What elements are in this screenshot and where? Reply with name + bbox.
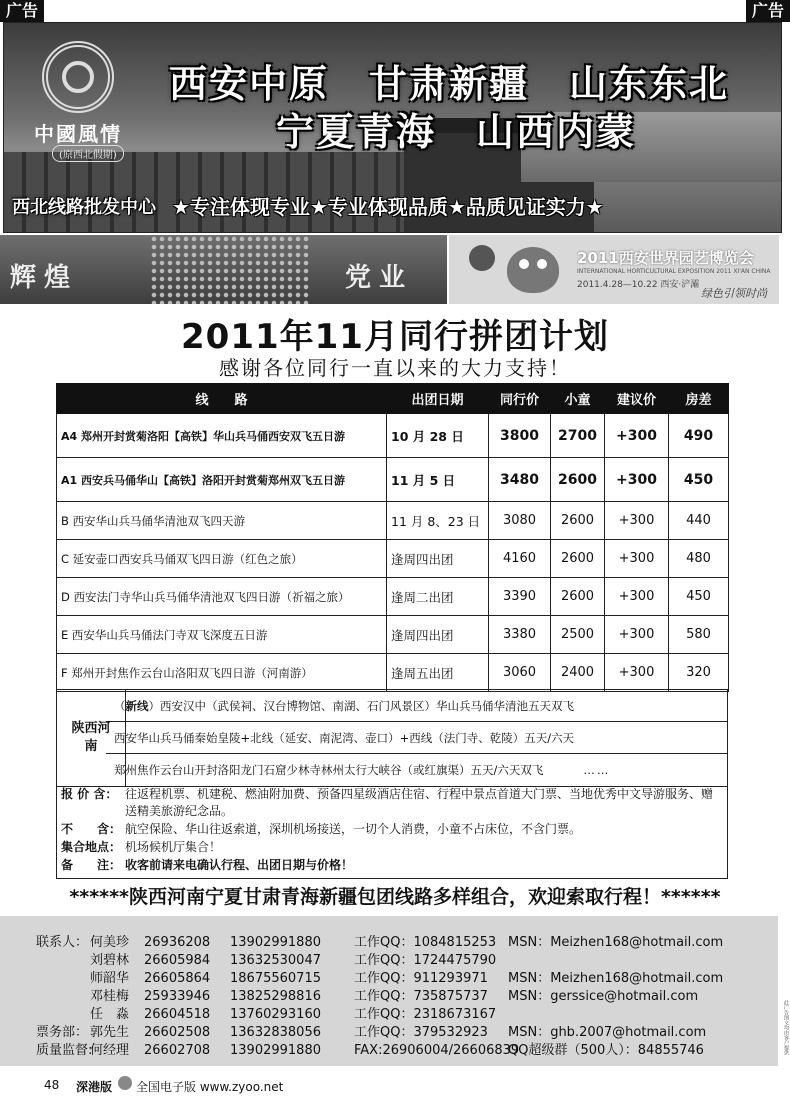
note-value: 航空保险、华山往返索道，深圳机场接送，一切个人消费，小童不占床位，不含门票。	[125, 822, 582, 836]
price-cell: 3080	[489, 502, 551, 540]
room-diff-cell: 450	[669, 578, 729, 616]
expo-date: 2011.4.28—10.22 西安·浐灞	[577, 280, 700, 290]
col-header-suggest: 建议价	[605, 384, 669, 414]
route-cell: A1 西安兵马俑华山【高铁】洛阳开封赏菊郑州双飞五日游	[57, 458, 387, 502]
contact-name: 任 淼	[90, 1007, 130, 1022]
contact-phone: 26936208	[144, 935, 211, 950]
suggest-cell: +300	[605, 502, 669, 540]
side-disclaimer: 此广告图文均由客户提供	[783, 1000, 789, 1055]
table-row	[57, 616, 729, 654]
date-cell: 11 月 8、23 日	[387, 502, 489, 540]
child-cell: 2600	[551, 540, 605, 578]
contact-msn: MSN：Meizhen168@hotmail.com	[508, 971, 724, 986]
brand-subtitle: (原西北假期)	[52, 145, 124, 162]
note-value: 机场候机厅集合！	[125, 840, 222, 854]
contact-fax: FAX:26906004/26606839	[354, 1043, 520, 1058]
contact-mobile: 13632838056	[230, 1025, 321, 1040]
child-cell: 2700	[551, 414, 605, 458]
brand-name: 中國風情	[34, 122, 122, 146]
route-cell: C 延安壶口西安兵马俑双飞四日游（红色之旅）	[57, 540, 387, 578]
contact-box	[0, 916, 778, 1066]
table-row	[57, 458, 729, 502]
price-cell: 3480	[489, 458, 551, 502]
slogan: ★专注体现专业★专业体现品质★品质见证实力★	[172, 195, 604, 219]
expo-title: 2011西安世界园艺博览会	[577, 249, 754, 267]
ad-tag-left: 广告	[0, 0, 44, 22]
route-cell: D 西安法门寺华山兵马俑华清池双飞四日游（祈福之旅）	[57, 578, 387, 616]
wholesale-center-label: 西北线路批发中心	[12, 197, 156, 218]
note-excludes	[61, 821, 723, 838]
contact-msn: MSN：gerssice@hotmail.com	[508, 989, 699, 1004]
promo-line: ******陕西河南宁夏甘肃青海新疆包团线路多样组合，欢迎索取行程！******	[69, 886, 721, 908]
contact-role: 质量监督:	[36, 1043, 93, 1058]
date-cell: 逢周五出团	[387, 654, 489, 692]
room-diff-cell: 440	[669, 502, 729, 540]
top-banner	[3, 22, 782, 233]
note-meeting-point	[61, 839, 723, 856]
expo-english-title: INTERNATIONAL HORTICULTURAL EXPOSITION 2011 XI'AN CHINA	[577, 268, 771, 275]
page-footer	[0, 1070, 778, 1098]
terms-notes	[56, 786, 728, 879]
contact-qq: 工作QQ：1084815253	[354, 935, 497, 950]
route-cell: E 西安华山兵马俑法门寺双飞深度五日游	[57, 616, 387, 654]
contact-mobile: 13632530047	[230, 953, 321, 968]
date-cell: 10 月 28 日	[387, 414, 489, 458]
region-line-text: 郑州焦作云台山开封洛阳龙门石窟少林寺林州太行大峡谷（或红旗渠）五天/六天双飞	[114, 762, 544, 777]
contact-name: 邓桂梅	[90, 989, 130, 1004]
col-header-room-diff: 房差	[669, 384, 729, 414]
brand-logo-icon	[42, 41, 114, 113]
contact-mobile: 13825298816	[230, 989, 321, 1004]
suggest-cell: +300	[605, 414, 669, 458]
room-diff-cell: 450	[669, 458, 729, 502]
price-cell: 3380	[489, 616, 551, 654]
child-cell: 2600	[551, 458, 605, 502]
table-row	[57, 654, 729, 692]
note-remark	[61, 857, 723, 874]
emblem-graphic	[150, 235, 310, 304]
contact-name: 郭先生	[90, 1025, 130, 1040]
note-price-includes	[61, 786, 723, 820]
table-row	[57, 578, 729, 616]
col-header-route: 线 路	[57, 384, 387, 414]
contact-qq: 工作QQ：911293971	[354, 971, 488, 986]
note-value: 往返程机票、机建税、燃油附加费、预备四星级酒店住宿、行程中景点首道大门票、当地优秀中文导游服务、赠送精美旅游纪念品。	[125, 787, 714, 818]
region-label: 陕西河南	[57, 690, 126, 786]
headline-line-2: 宁夏青海 山西内蒙	[276, 110, 637, 154]
region-route-line	[106, 722, 727, 754]
child-cell: 2400	[551, 654, 605, 692]
child-cell: 2600	[551, 578, 605, 616]
contact-phone: 26602508	[144, 1025, 211, 1040]
region-line-text: ）西安汉中（武侯祠、汉台博物馆、南湖、石门风景区）华山兵马俑华清池五天双飞	[148, 698, 574, 713]
website-link[interactable]: 全国电子版 www.zyoo.net	[136, 1080, 284, 1094]
banner-word-left: 辉煌	[10, 263, 79, 293]
price-cell: 4160	[489, 540, 551, 578]
suggest-cell: +300	[605, 578, 669, 616]
suggest-cell: +300	[605, 540, 669, 578]
contact-name: 何经理	[90, 1043, 130, 1058]
child-cell: 2600	[551, 502, 605, 540]
expo-logo-icon	[469, 245, 495, 271]
suggest-cell: +300	[605, 654, 669, 692]
contact-qq: 工作QQ：735875737	[354, 989, 488, 1004]
contact-phone: 26605984	[144, 953, 211, 968]
note-key: 备 注：	[61, 858, 122, 872]
page-subtitle: 感谢各位同行一直以来的大力支持！	[219, 356, 571, 380]
col-header-child: 小童	[551, 384, 605, 414]
price-cell: 3060	[489, 654, 551, 692]
contact-phone: 26602708	[144, 1043, 211, 1058]
contact-name: 何美珍	[90, 935, 130, 950]
ellipsis: ……	[583, 762, 611, 777]
contact-qq: 工作QQ：2318673167	[354, 1007, 497, 1022]
expo-banner	[449, 235, 779, 304]
date-cell: 11 月 5 日	[387, 458, 489, 502]
edition-badge-icon	[118, 1076, 132, 1090]
contact-qq: 工作QQ：379532923	[354, 1025, 488, 1040]
suggest-cell: +300	[605, 458, 669, 502]
date-cell: 逢周二出团	[387, 578, 489, 616]
route-cell: A4 郑州开封赏菊洛阳【高铁】华山兵马俑西安双飞五日游	[57, 414, 387, 458]
region-route-line	[106, 690, 727, 722]
contact-role: 联系人：	[36, 935, 89, 950]
contact-mobile: 13902991880	[230, 1043, 321, 1058]
price-cell: 3390	[489, 578, 551, 616]
date-cell: 逢周四出团	[387, 616, 489, 654]
contact-msn: MSN：ghb.2007@hotmail.com	[508, 1025, 707, 1040]
region-line-prefix: （	[114, 698, 126, 713]
contact-mobile: 13902991880	[230, 935, 321, 950]
date-cell: 逢周四出团	[387, 540, 489, 578]
route-cell: B 西安华山兵马俑华清池双飞四天游	[57, 502, 387, 540]
contact-phone: 26605864	[144, 971, 211, 986]
table-row	[57, 414, 729, 458]
room-diff-cell: 320	[669, 654, 729, 692]
contact-mobile: 13760293160	[230, 1007, 321, 1022]
col-header-date: 出团日期	[387, 384, 489, 414]
page-title: 2011年11月同行拼团计划	[181, 317, 609, 357]
banner-word-right: 党业	[345, 263, 414, 293]
table-header-row	[57, 384, 729, 414]
table-row	[57, 540, 729, 578]
region-routes-box	[56, 689, 728, 787]
contact-qq: 工作QQ：1724475790	[354, 953, 497, 968]
contact-name: 刘碧林	[90, 953, 130, 968]
new-line-tag: 新线	[125, 698, 149, 713]
table-row	[57, 502, 729, 540]
contact-qq-group: QQ超级群（500人）：84855746	[508, 1043, 704, 1058]
note-value: 收客前请来电确认行程、出团日期与价格！	[125, 858, 354, 872]
child-cell: 2500	[551, 616, 605, 654]
page-number: 48	[44, 1078, 60, 1092]
note-key: 不 含：	[61, 822, 122, 836]
contact-role: 票务部：	[36, 1025, 89, 1040]
room-diff-cell: 480	[669, 540, 729, 578]
contact-phone: 26604518	[144, 1007, 211, 1022]
party-banner	[0, 235, 447, 304]
route-cell: F 郑州开封焦作云台山洛阳双飞四日游（河南游）	[57, 654, 387, 692]
contact-mobile: 18675560715	[230, 971, 321, 986]
contact-phone: 25933946	[144, 989, 211, 1004]
note-key: 集合地点：	[61, 840, 122, 854]
ad-tag-right: 广告	[746, 0, 790, 22]
contact-msn: MSN：Meizhen168@hotmail.com	[508, 935, 724, 950]
edition-label: 深港版	[76, 1080, 113, 1094]
room-diff-cell: 580	[669, 616, 729, 654]
note-key: 报 价 含：	[61, 787, 118, 801]
room-diff-cell: 490	[669, 414, 729, 458]
region-line-text: 西安华山兵马俑秦始皇陵+北线（延安、南泥湾、壶口）+西线（法门寺、乾陵）五天/六天	[114, 730, 575, 745]
price-cell: 3800	[489, 414, 551, 458]
suggest-cell: +300	[605, 616, 669, 654]
expo-slogan: 绿色引领时尚	[701, 287, 767, 300]
expo-mascot-icon	[507, 247, 559, 293]
contact-name: 师韶华	[90, 971, 130, 986]
region-route-line	[106, 754, 727, 785]
tour-plan-table	[56, 383, 729, 692]
col-header-price: 同行价	[489, 384, 551, 414]
headline-line-1: 西安中原 甘肃新疆 山东东北	[169, 62, 730, 106]
